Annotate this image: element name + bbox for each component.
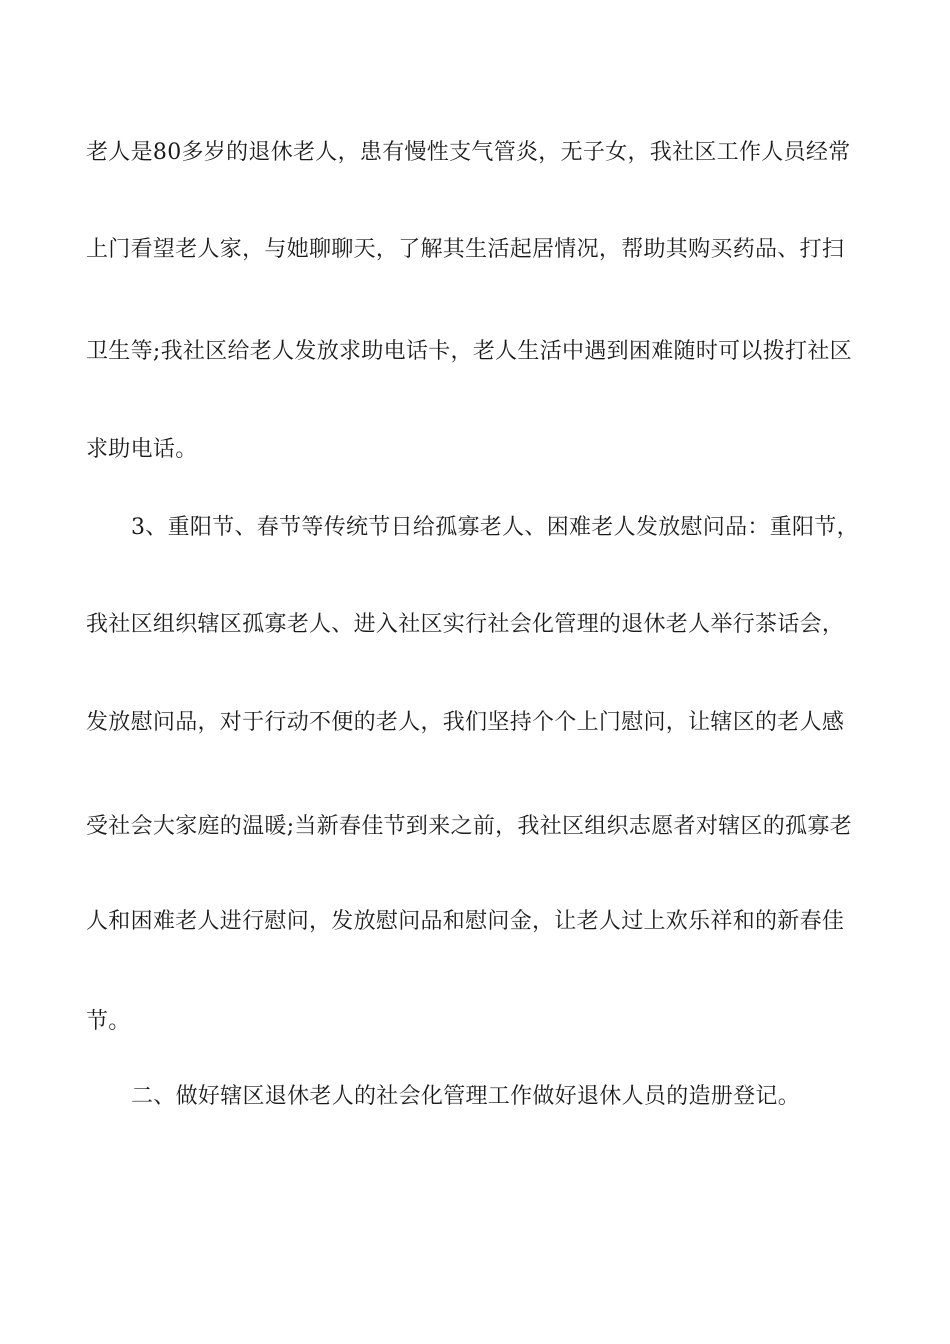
paragraph-line: 老人是80多岁的退休老人，患有慢性支气管炎，无子女，我社区工作人员经常 — [86, 140, 851, 165]
paragraph-line: 我社区组织辖区孤寡老人、进入社区实行社会化管理的退休老人举行茶话会， — [86, 612, 845, 637]
paragraph-line: 受社会大家庭的温暖;当新春佳节到来之前，我社区组织志愿者对辖区的孤寡老 — [86, 814, 852, 839]
paragraph-line: 人和困难老人进行慰问，发放慰问品和慰问金，让老人过上欢乐祥和的新春佳 — [86, 909, 845, 934]
paragraph-line: 3、重阳节、春节等传统节日给孤寡老人、困难老人发放慰问品：重阳节， — [131, 515, 859, 540]
paragraph-line: 发放慰问品，对于行动不便的老人，我们坚持个个上门慰问，让辖区的老人感 — [86, 710, 845, 735]
section-heading: 二、做好辖区退休老人的社会化管理工作做好退休人员的造册登记。 — [131, 1084, 801, 1109]
paragraph-line: 卫生等;我社区给老人发放求助电话卡，老人生活中遇到困难随时可以拨打社区 — [86, 339, 852, 364]
paragraph-line: 求助电话。 — [86, 437, 198, 462]
paragraph-line: 上门看望老人家，与她聊聊天，了解其生活起居情况，帮助其购买药品、打扫 — [86, 237, 845, 262]
paragraph-line: 节。 — [86, 1009, 131, 1034]
